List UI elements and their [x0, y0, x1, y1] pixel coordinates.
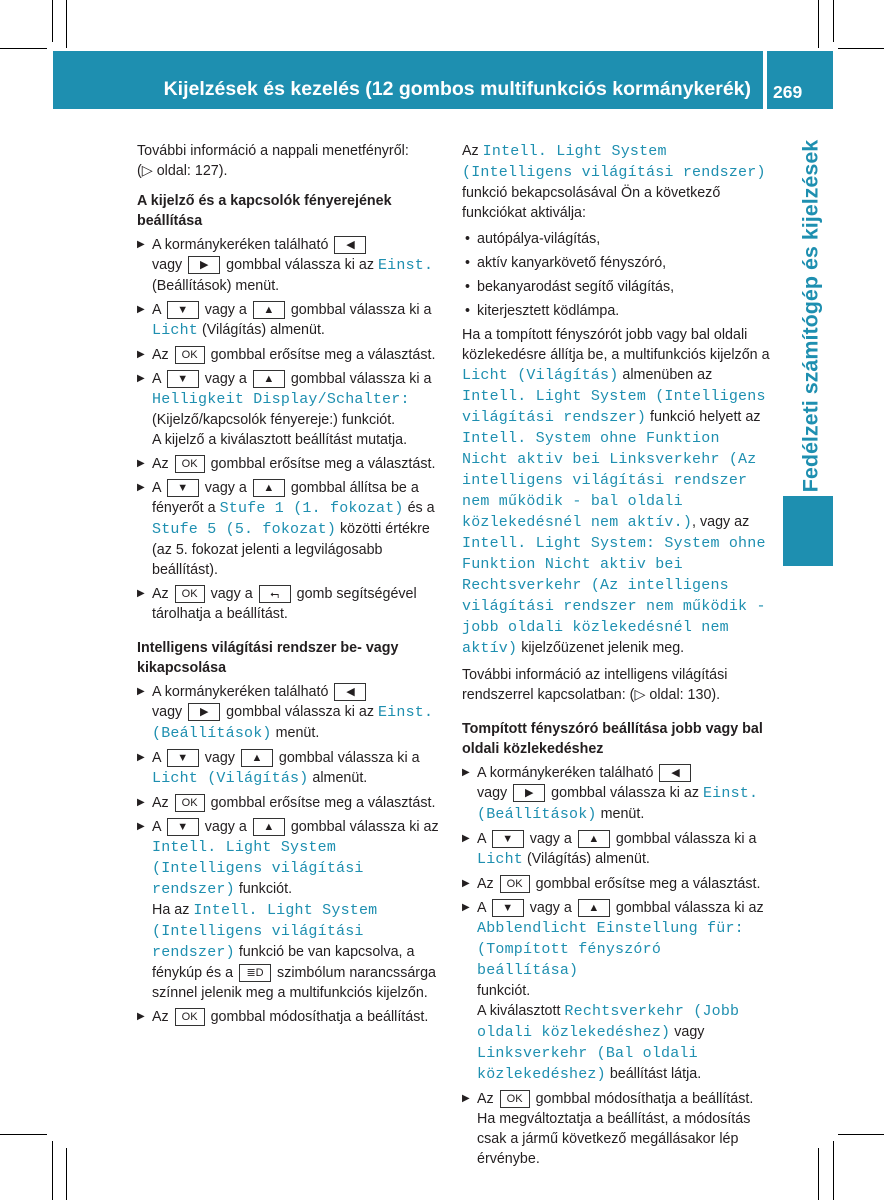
right-arrow-key-icon: ▶	[188, 703, 220, 721]
crop-mark	[818, 0, 819, 48]
crop-mark	[66, 0, 67, 48]
crop-mark	[52, 1141, 53, 1200]
back-key-icon: ⮢	[259, 585, 291, 603]
ok-key-icon: OK	[175, 1008, 205, 1026]
step-item: ▶ Az OK gombbal erősítse meg a választást.	[137, 795, 436, 811]
up-arrow-key-icon: ▲	[253, 301, 285, 319]
left-arrow-key-icon: ◀	[334, 683, 366, 701]
bullet-item: • bekanyarodást segítő világítás,	[465, 279, 675, 295]
bullet-item: • kiterjesztett ködlámpa.	[465, 303, 620, 319]
header-bar	[53, 51, 763, 109]
ok-key-icon: OK	[500, 875, 530, 893]
step-item: ▶ Az OK vagy a ⮢ gomb segítségével tárolhatja a beállítást.	[137, 586, 417, 622]
step-item: ▶ A ▼ vagy a ▲ gombbal válassza ki az Intell. Light System (Intelligens világítási rendszer) funkciót. Ha az Intell. Light System (Intelligens világítási rendszer) funkció be van kapcsolva, a fénykúp és a ≣D szimbólum narancssárga színnel jelenik meg a multifunkciós kijelzőn.	[137, 819, 439, 1001]
step-item: ▶ A kormánykeréken található ◀ vagy ▶ gombbal válassza ki az Einst. (Beállítások) menüt.	[137, 237, 434, 294]
intro-paragraph: További információ a nappali menetfényről: (▷ oldal: 127).	[137, 143, 409, 179]
crop-mark	[0, 48, 47, 49]
down-arrow-key-icon: ▼	[167, 479, 199, 497]
down-arrow-key-icon: ▼	[167, 818, 199, 836]
down-arrow-key-icon: ▼	[492, 899, 524, 917]
step-item: ▶ Az OK gombbal módosíthatja a beállítást. Ha megváltoztatja a beállítást, a módosítás csak a jármű következő megállásakor lép érvénybe.	[462, 1091, 754, 1167]
right-arrow-key-icon: ▶	[188, 256, 220, 274]
up-arrow-key-icon: ▲	[253, 479, 285, 497]
crop-mark	[66, 1148, 67, 1200]
right-arrow-key-icon: ▶	[513, 784, 545, 802]
crop-mark	[833, 0, 834, 42]
page-number: 269	[773, 82, 803, 102]
down-arrow-key-icon: ▼	[167, 370, 199, 388]
crop-mark	[0, 1134, 47, 1135]
section-side-tab	[793, 139, 829, 493]
bullet-item: • aktív kanyarkövető fényszóró,	[465, 255, 667, 271]
section-heading: Intelligens világítási rendszer be- vagy kikapcsolása	[137, 640, 399, 676]
ok-key-icon: OK	[175, 794, 205, 812]
down-arrow-key-icon: ▼	[492, 830, 524, 848]
step-item: ▶ A ▼ vagy a ▲ gombbal válassza ki a Licht (Világítás) almenüt.	[137, 302, 432, 339]
step-item: ▶ A kormánykeréken található ◀ vagy ▶ gombbal válassza ki az Einst. (Beállítások) menüt.	[137, 684, 434, 742]
page-number-box	[767, 51, 833, 109]
paragraph: További információ az intelligens világítási rendszerrel kapcsolatban: (▷ oldal: 130).	[462, 667, 728, 703]
step-item: ▶ Az OK gombbal erősítse meg a választást.	[137, 456, 436, 472]
page-title: Kijelzések és kezelés (12 gombos multifunkciós kormánykerék)	[163, 78, 751, 100]
step-item: ▶ Az OK gombbal erősítse meg a választást.	[137, 347, 436, 363]
section-heading: Tompított fényszóró beállítása jobb vagy bal oldali közlekedéshez	[462, 721, 763, 757]
crop-mark	[838, 1134, 884, 1135]
step-item: ▶ A ▼ vagy ▲ gombbal válassza ki a Licht (Világítás) almenüt.	[137, 750, 420, 787]
down-arrow-key-icon: ▼	[167, 749, 199, 767]
step-item: ▶ A ▼ vagy a ▲ gombbal válassza ki a Licht (Világítás) almenüt.	[462, 831, 757, 868]
ok-key-icon: OK	[175, 346, 205, 364]
step-item: ▶ Az OK gombbal módosíthatja a beállítást.	[137, 1009, 429, 1025]
side-tab-block	[783, 496, 833, 566]
left-arrow-key-icon: ◀	[334, 236, 366, 254]
crop-mark	[838, 48, 884, 49]
crop-mark	[833, 1141, 834, 1200]
right-column	[462, 141, 770, 1173]
up-arrow-key-icon: ▲	[578, 830, 610, 848]
step-item: ▶ A ▼ vagy a ▲ gombbal válassza ki a Helligkeit Display/Schalter: (Kijelző/kapcsolók fényereje:) funkciót. A kijelző a kiválasztott beállítást mutatja.	[137, 371, 432, 448]
crop-mark	[52, 0, 53, 42]
ok-key-icon: OK	[175, 455, 205, 473]
up-arrow-key-icon: ▲	[253, 370, 285, 388]
step-item: ▶ A ▼ vagy a ▲ gombbal állítsa be a fényerőt a Stufe 1 (1. fokozat) és a Stufe 5 (5. fokozat) közötti értékre (az 5. fokozat jelenti a legvilágosabb beállítást).	[137, 480, 435, 578]
up-arrow-key-icon: ▲	[253, 818, 285, 836]
ok-key-icon: OK	[500, 1090, 530, 1108]
side-tab-label: Fedélzeti számítógép és kijelzések	[798, 139, 823, 493]
crop-mark	[818, 1148, 819, 1200]
down-arrow-key-icon: ▼	[167, 301, 199, 319]
step-item: ▶ Az OK gombbal erősítse meg a választást.	[462, 876, 761, 892]
paragraph: Az Intell. Light System (Intelligens világítási rendszer) funkció bekapcsolásával Ön a következő funkciókat aktiválja:	[462, 143, 766, 221]
section-heading: A kijelző és a kapcsolók fényerejének beállítása	[137, 193, 392, 229]
headlamp-symbol-icon: ≣D	[239, 964, 271, 982]
step-item: ▶ A kormánykeréken található ◀ vagy ▶ gombbal válassza ki az Einst. (Beállítások) menüt.	[462, 765, 759, 823]
up-arrow-key-icon: ▲	[241, 749, 273, 767]
left-column	[137, 141, 445, 1031]
left-arrow-key-icon: ◀	[659, 764, 691, 782]
up-arrow-key-icon: ▲	[578, 899, 610, 917]
step-item: ▶ A ▼ vagy a ▲ gombbal válassza ki az Abblendlicht Einstellung für: (Tompított fényszóró beállítása) funkciót. A kiválasztott Rechtsverkehr (Jobb oldali közlekedéshez) vagy Linksverkehr (Bal oldali közlekedéshez) beállítást látja.	[462, 900, 764, 1083]
bullet-item: • autópálya-világítás,	[465, 231, 601, 247]
ok-key-icon: OK	[175, 585, 205, 603]
paragraph: Ha a tompított fényszórót jobb vagy bal oldali közlekedésre állítja be, a multifunkciós kijelzőn a Licht (Világítás) almenüben az Intell. Light System (Intelligens világítási rendszer) funkció helyett az Intell. System ohne Funktion Nicht aktiv bei Linksverkehr (Az intelligens világítási rendszer nem működik - bal oldali közlekedésnél nem aktív.), vagy az Intell. Light System: System ohne Funktion Nicht aktiv bei Rechtsverkehr (Az intelligens világítási rendszer nem működik - jobb oldali közlekedésnél nem aktív) kijelzőüzenet jelenik meg.	[462, 327, 770, 657]
